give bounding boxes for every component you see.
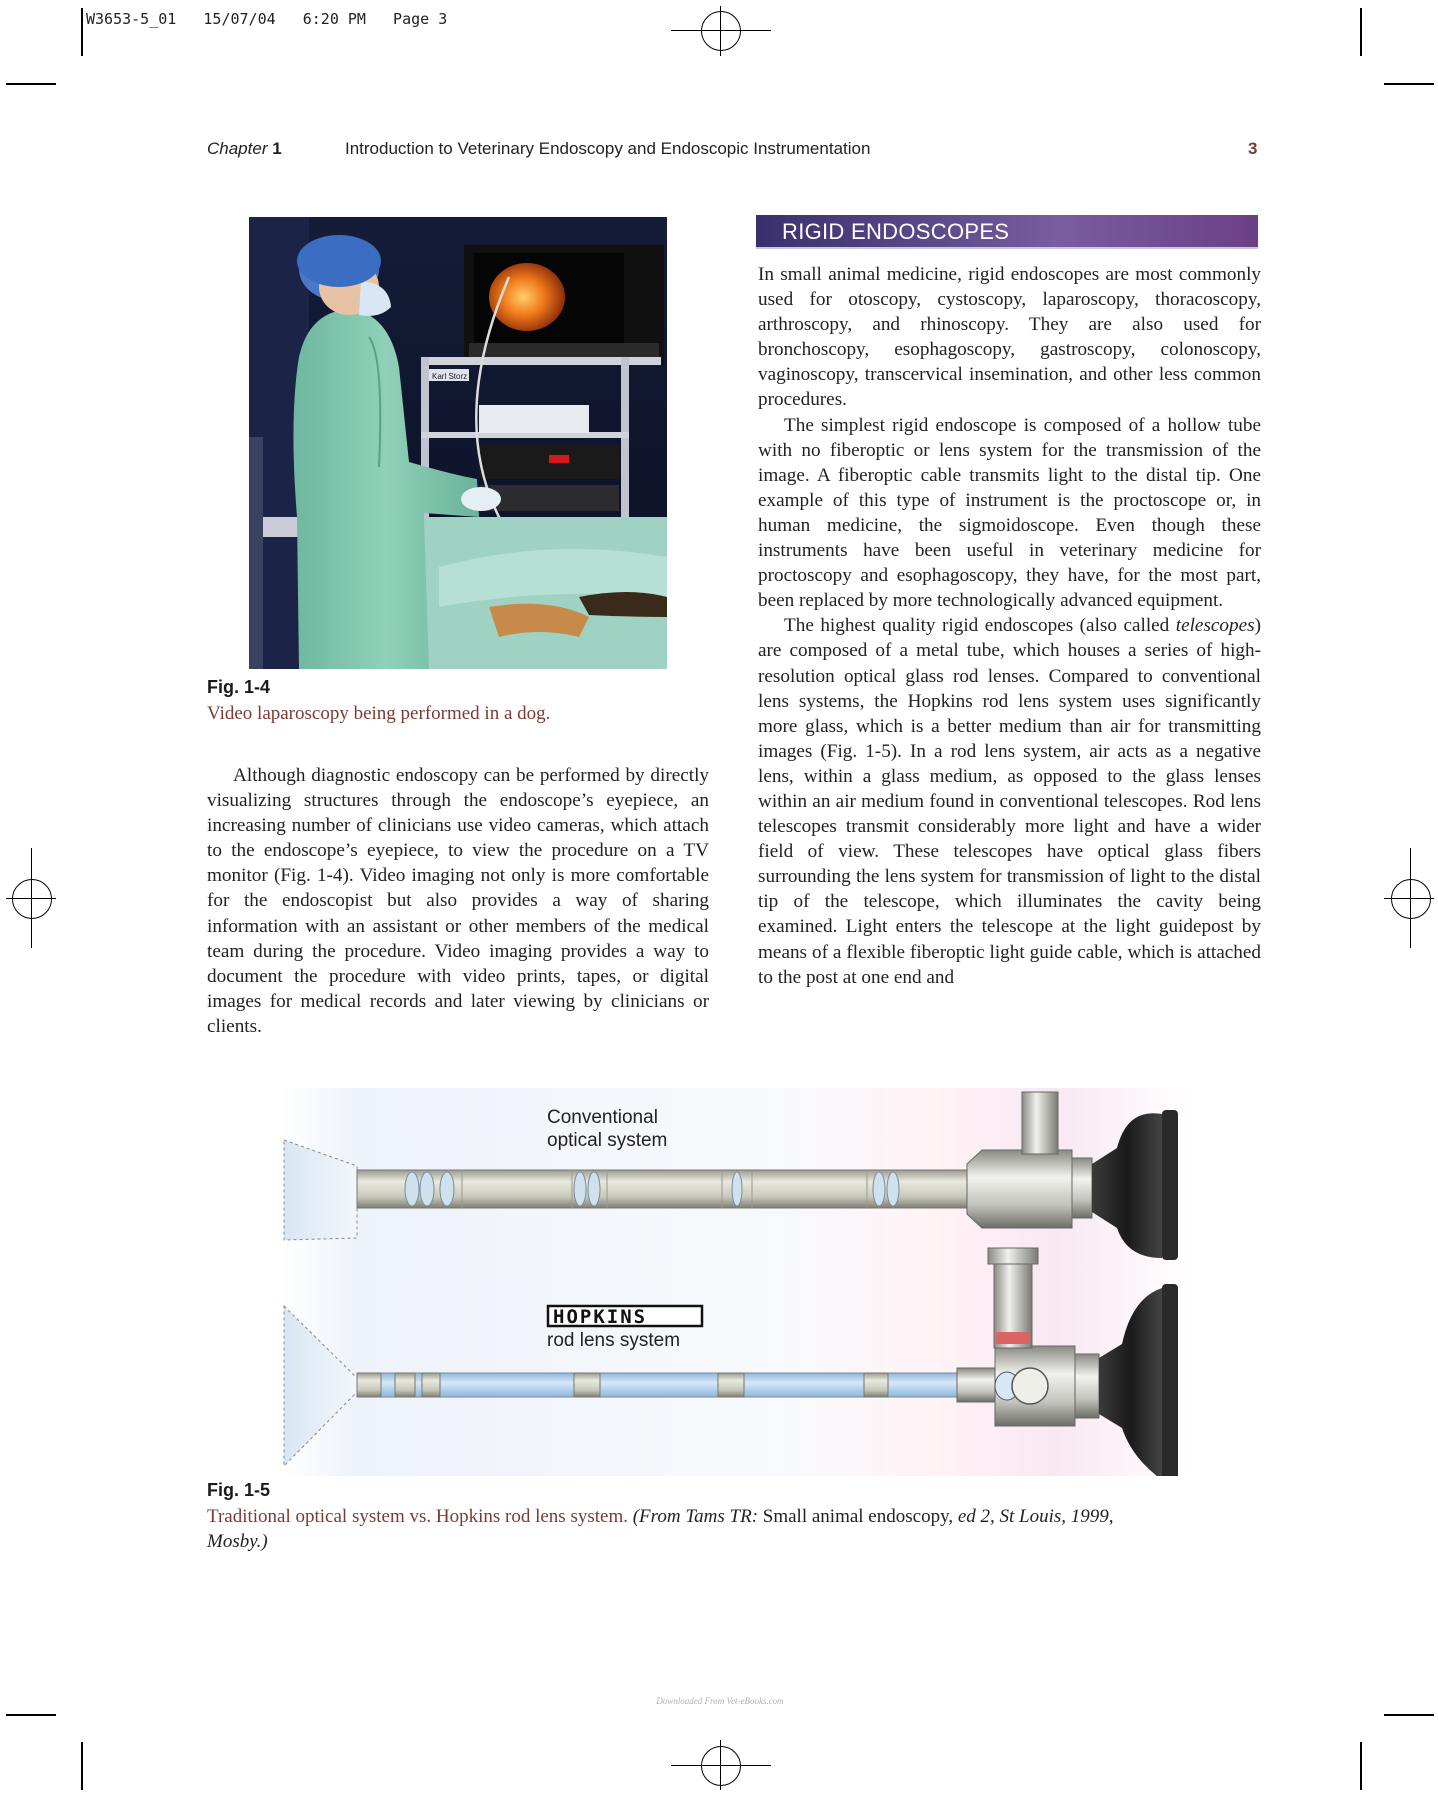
running-head-chapter <box>207 139 282 159</box>
chapter-word: Chapter <box>207 139 268 158</box>
telescopes-term: telescopes <box>1175 615 1255 637</box>
conventional-label-line1: Conventional <box>547 1107 658 1128</box>
figure-1-4-caption: Video laparoscopy being performed in a dog. <box>207 703 551 724</box>
karl-storz-label: Karl Storz <box>432 372 468 381</box>
page-number: 3 <box>1248 139 1258 158</box>
crop-mark <box>81 8 83 56</box>
section-heading: RIGID ENDOSCOPES <box>756 215 1258 249</box>
caption-book-title: Small animal endoscopy, <box>762 1506 954 1527</box>
paragraph: Although diagnostic endoscopy can be performed by directly visualizing structures through the endoscope’s eyepiece, an increasing number of clinicians use video cameras, which attach to the endoscope’s eyepiece, to view the procedure on a TV monitor (Fig. 1-4). Video imaging not only is more comfortable for the endoscopist but also provides a way of sharing information with an assistant or other members of the medical team during the procedure. Video imaging provides a way to document the procedure with video prints, tapes, or digital images for medical records and later viewing by clinicians or clients. <box>207 765 709 1037</box>
crop-mark <box>6 1714 56 1716</box>
figure-1-4-photo <box>249 217 667 669</box>
crop-mark <box>1384 83 1434 85</box>
conventional-label-line2: optical system <box>547 1130 668 1151</box>
caption-publisher: Mosby.) <box>207 1531 268 1552</box>
caption-main: Traditional optical system vs. Hopkins rod lens system. <box>207 1506 628 1527</box>
caption-edition: ed 2, St Louis, 1999, <box>953 1506 1114 1527</box>
crop-mark <box>1360 1742 1362 1790</box>
running-head-title: Introduction to Veterinary Endoscopy and Endoscopic Instrumentation <box>345 139 871 158</box>
right-column <box>758 262 1261 990</box>
watermark: Downloaded From Vet-eBooks.com <box>656 1696 784 1706</box>
paragraph-2: The simplest rigid endoscope is composed of a hollow tube with no fiberoptic or lens system for the transmission of the image. A fiberoptic cable transmits light to the distal tip. One example of this type of instrument is the proctoscope or, in human medicine, the sigmoidoscope. Even though these instruments have been useful in veterinary medicine for proctoscopy and esophagoscopy, they have, for the most part, been replaced by more technologically advanced equipment. <box>758 414 1261 612</box>
figure-1-4-label: Fig. 1-4 <box>207 677 271 697</box>
figure-1-5-caption <box>207 1504 1217 1554</box>
caption-source: (From Tams TR: <box>627 1506 763 1527</box>
figure-1-5-label: Fig. 1-5 <box>207 1480 271 1500</box>
chapter-number: 1 <box>272 139 282 158</box>
paragraph-3: The highest quality rigid endoscopes (also called telescopes) are composed of a metal tube, which houses a series of high-resolution optical glass rod lenses. Compared to conventional lens systems, the Hopkins rod lens system uses significantly more glass, which is a better medium than air for transmitting images (Fig. 1-5). In a rod lens system, air acts as a negative lens, within a glass medium, as opposed to the glass lenses within an air medium found in conventional telescopes. Rod lens telescopes transmit considerably more light and have a wider field of view. These telescopes have optical glass fibers surrounding the lens system for transmission of light to the distal tip of the telescope, which illuminates the cavity being examined. Light enters the telescope at the light guidepost by means of a flexible fiberoptic light guide cable, which is attached to the post at one end and <box>758 615 1261 988</box>
crop-mark <box>81 1742 83 1790</box>
crop-mark <box>1384 1714 1434 1716</box>
crop-mark <box>6 83 56 85</box>
figure-1-5-diagram <box>282 1088 1192 1476</box>
crop-mark <box>1360 8 1362 56</box>
hopkins-logo: HOPKINS <box>553 1306 648 1328</box>
paragraph-1: In small animal medicine, rigid endoscopes are most commonly used for otoscopy, cystoscopy, laparoscopy, thoracoscopy, arthroscopy, and rhinoscopy. They are also used for bronchoscopy, esophagoscopy, gastroscopy, colonoscopy, vaginoscopy, transcervical insemination, and other less common procedures. <box>758 264 1261 411</box>
left-column <box>207 763 709 1039</box>
rod-lens-label: rod lens system <box>547 1330 681 1351</box>
print-slug: W3653-5_01 15/07/04 6:20 PM Page 3 <box>86 10 448 28</box>
